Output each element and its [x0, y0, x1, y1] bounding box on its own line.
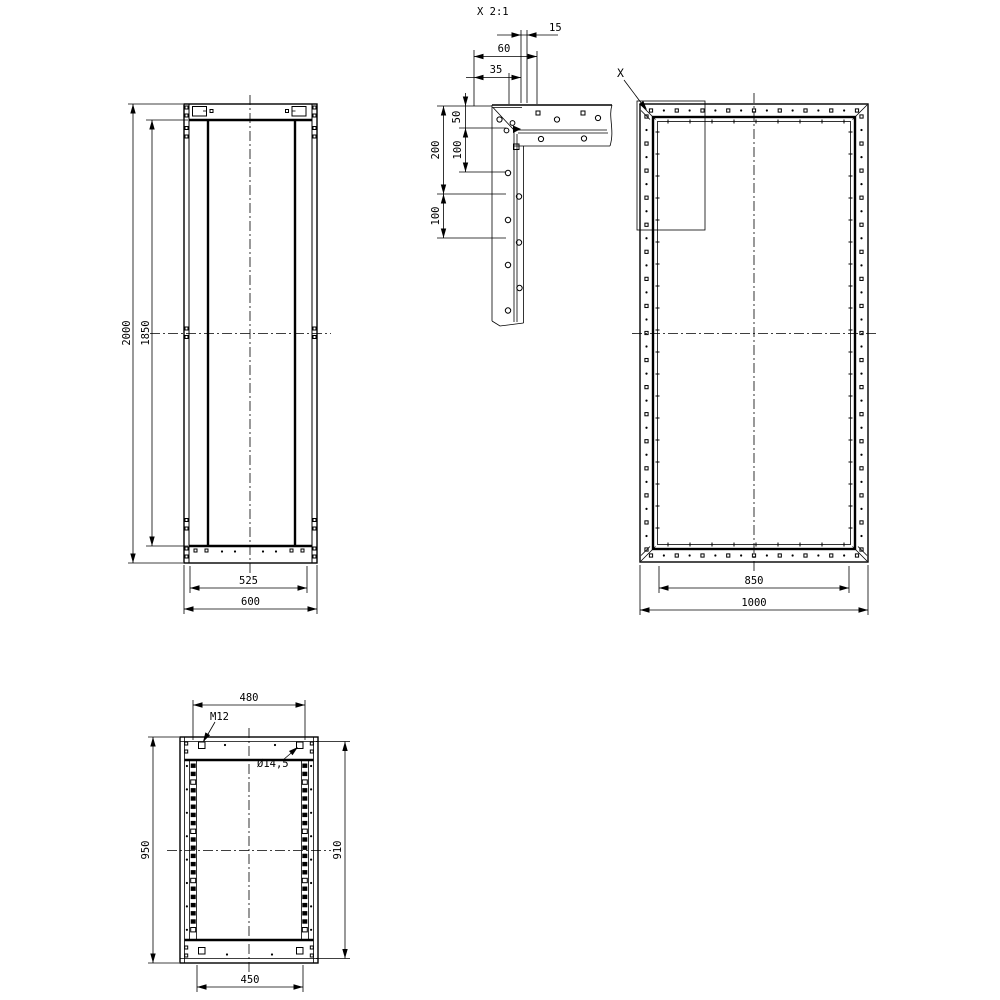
dim-detail-35: 35: [489, 64, 503, 76]
dim-top-height-outer: 950: [140, 840, 152, 860]
detail-view: [430, 6, 612, 326]
dim-detail-100-upper: 100: [452, 140, 464, 160]
corner-joint-mark: [513, 126, 521, 134]
rear-view: [617, 66, 877, 615]
m12-corner-hole: [199, 742, 206, 749]
dim-top-width: 480: [239, 692, 259, 704]
detail-hole-pattern: [497, 111, 601, 313]
dim-front-width-inner: 525: [239, 575, 258, 587]
corner-hole: [297, 948, 304, 955]
top-view: [140, 692, 350, 992]
detail-view-label: X 2:1: [477, 6, 509, 18]
dim-top-height-inner: 910: [332, 840, 344, 860]
dim-top-width-bottom: 450: [240, 974, 260, 986]
break-line: [492, 321, 524, 326]
hole-dia-label: Ø14,5: [257, 758, 289, 770]
thread-label: M12: [210, 711, 229, 723]
detail-callout-label: X: [617, 66, 624, 80]
dim-detail-200: 200: [430, 140, 442, 160]
front-centerlines: [150, 95, 331, 575]
detail-structure: [492, 105, 612, 326]
dim-front-height-inner: 1850: [140, 320, 152, 346]
rear-dimensions: [640, 565, 868, 615]
dim-detail-60: 60: [497, 43, 511, 55]
dimension-arrowheads: [130, 32, 868, 989]
dim-rear-width-inner: 850: [744, 575, 764, 587]
dim-detail-15: 15: [549, 22, 562, 34]
front-view: [121, 95, 331, 614]
dim-detail-50: 50: [451, 110, 463, 124]
dim-front-width-outer: 600: [241, 596, 260, 608]
dim-detail-100-lower: 100: [430, 206, 442, 226]
detail-callout: [617, 66, 705, 230]
corner-hole: [199, 948, 206, 955]
dim-front-height-outer: 2000: [121, 320, 133, 346]
rear-centerlines: [632, 93, 877, 574]
dim-rear-width-outer: 1000: [741, 597, 767, 609]
front-hole-pattern: [185, 106, 316, 558]
